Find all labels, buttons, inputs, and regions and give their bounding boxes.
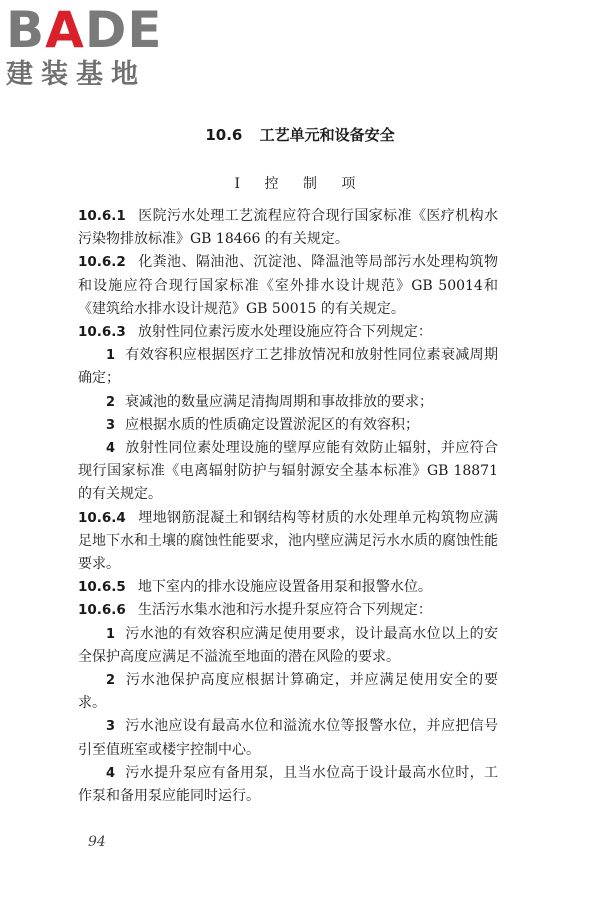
clause-number: 10.6.5: [78, 579, 126, 596]
item-text: 有效容积应根据医疗工艺排放情况和放射性同位素衰减周期确定；: [78, 347, 498, 387]
list-item: [78, 437, 498, 507]
clause-text: 地下室内的排水设施应设置备用泵和报警水位。: [137, 579, 432, 596]
section-title: [0, 124, 600, 145]
clause-10-6-3: [78, 321, 498, 344]
item-number: 1: [106, 348, 116, 364]
item-number: 4: [106, 765, 116, 781]
list-item: [78, 344, 498, 390]
clause-10-6-1: [78, 205, 498, 251]
clause-text: 生活污水集水池和污水提升泵应符合下列规定：: [137, 602, 432, 619]
list-item: [78, 669, 498, 715]
clause-10-6-6: [78, 599, 498, 622]
list-item: [78, 623, 498, 669]
item-text: 放射性同位素处理设施的壁厚应能有效防止辐射，并应符合现行国家标准《电离辐射防护与辐射源安全基本标准》GB 18871 的有关规定。: [78, 440, 498, 503]
item-text: 污水池的有效容积应满足使用要求，设计最高水位以上的安全保护高度应满足不溢流至地面的潜在风险的要求。: [78, 625, 498, 665]
item-number: 3: [106, 719, 116, 735]
clause-text: 放射性同位素污废水处理设施应符合下列规定：: [137, 324, 432, 341]
item-number: 4: [106, 441, 116, 457]
logo-subtitle: 建装基地: [6, 59, 146, 90]
item-text: 应根据水质的性质确定设置淤泥区的有效容积；: [125, 416, 420, 433]
clause-text: 埋地钢筋混凝土和钢结构等材质的水处理单元构筑物应满足地下水和土壤的腐蚀性能要求，池内壁应满足污水水质的腐蚀性能要求。: [78, 509, 498, 573]
clause-10-6-4: [78, 507, 498, 577]
clause-number: 10.6.2: [78, 254, 126, 271]
clause-number: 10.6.4: [78, 509, 126, 526]
subsection-title: Ⅰ 控 制 项: [234, 176, 366, 192]
item-number: 2: [106, 673, 116, 689]
section-number: 10.6: [205, 126, 243, 144]
item-text: 衰减池的数量应满足清掏周期和事故排放的要求；: [125, 393, 434, 410]
list-item: [78, 414, 498, 437]
item-text: 污水池应设有最高水位和溢流水位等报警水位，并应把信号引至值班室或楼宇控制中心。: [78, 718, 498, 758]
clause-10-6-2: [78, 251, 498, 321]
list-item: [78, 762, 498, 808]
item-text: 污水池保护高度应根据计算确定，并应满足使用安全的要求。: [78, 672, 498, 712]
clause-text: 医院污水处理工艺流程应符合现行国家标准《医疗机构水污染物排放标准》GB 18466 的有关规定。: [78, 208, 498, 248]
clause-text: 化粪池、隔油池、沉淀池、降温池等局部污水处理构筑物和设施应符合现行国家标准《室外排水设计规范》GB 50014和《建筑给水排水设计规范》GB 50015 的有关规定。: [78, 254, 498, 317]
clause-10-6-5: [78, 576, 498, 599]
clause-number: 10.6.1: [78, 208, 126, 224]
list-item: [78, 391, 498, 414]
item-text: 污水提升泵应有备用泵，且当水位高于设计最高水位时，工作泵和备用泵应能同时运行。: [78, 764, 498, 805]
item-number: 2: [106, 394, 116, 410]
logo-wordmark: BADE: [6, 1, 163, 59]
list-item: [78, 715, 498, 761]
item-number: 1: [106, 626, 116, 642]
logo: [6, 1, 176, 96]
document-body: [78, 205, 498, 808]
item-number: 3: [106, 417, 116, 433]
page-number: 94: [88, 834, 106, 850]
clause-number: 10.6.3: [78, 324, 126, 341]
section-title-text: 工艺单元和设备安全: [259, 126, 395, 144]
clause-number: 10.6.6: [78, 602, 126, 619]
